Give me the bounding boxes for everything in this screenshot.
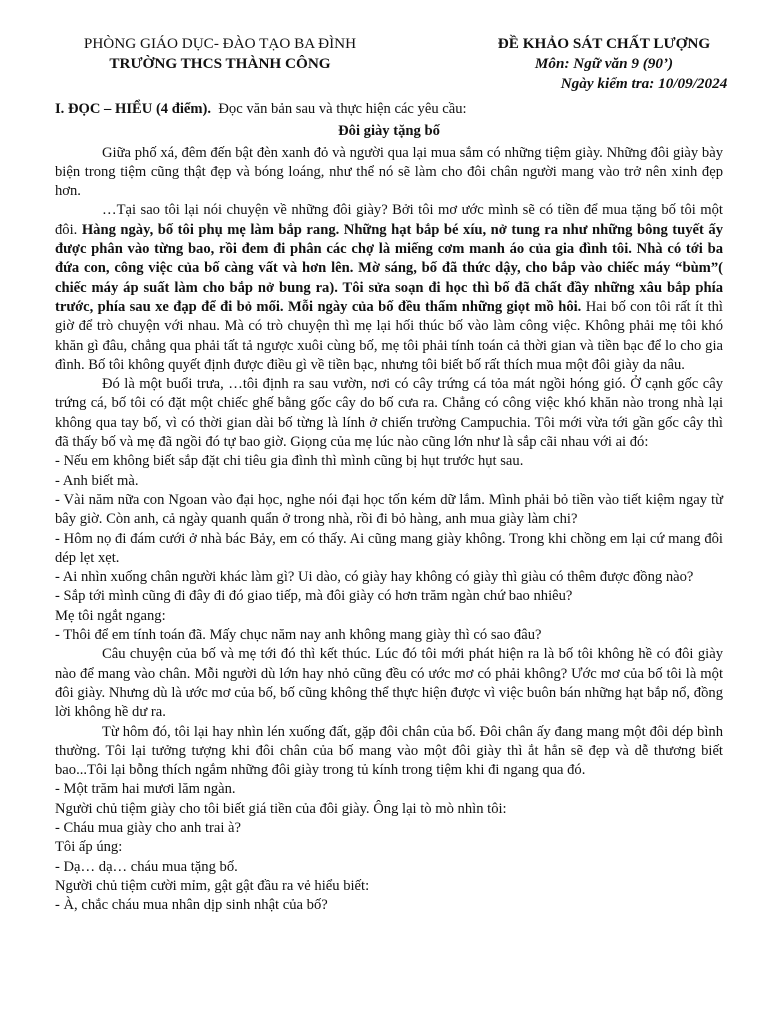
section-heading xyxy=(55,100,723,119)
narration-line: Người chủ tiệm giày cho tôi biết giá tiền của đôi giày. Ông lại tò mò nhìn tôi: xyxy=(55,800,507,817)
dialogue-line: - Cháu mua giày cho anh trai à? xyxy=(55,819,241,836)
dialogue-line: - Anh biết mà. xyxy=(55,472,139,489)
exam-subject: Môn: Ngữ văn 9 (90’) xyxy=(534,55,674,72)
narration-line: Người chủ tiệm cười mỉm, gật gật đầu ra vẻ hiểu biết: xyxy=(55,877,370,894)
exam-date: Ngày kiểm tra: 10/09/2024 xyxy=(560,75,728,92)
paragraph-3: Đó là một buổi trưa, …tôi định ra sau vườn, nơi có cây trứng cá tỏa mát ngồi hóng gió. Ở cạnh gốc cây trứng cá, bố tôi có đặt một chiếc ghế bằng gốc cây do bố cưa ra. Chẳng có công việc khó khăn nào trong nhà lại không qua tay bố, vì có thời gian dài bố từng là lính ở chiến trường Campuchia. Tôi mới vừa tới gần gốc cây thì đã thấy bố và mẹ đã ngồi đó tự bao giờ. Giọng của mẹ lúc nào cũng lớn như là sắp cãi nhau với ai đó: xyxy=(55,376,723,451)
section-instruction: Đọc văn bản sau và thực hiện các yêu cầu: xyxy=(218,101,467,117)
school-name: TRƯỜNG THCS THÀNH CÔNG xyxy=(109,55,331,72)
dialogue-line: Mẹ tôi ngắt ngang: xyxy=(55,607,166,624)
dialogue-line: - Vài năm nữa con Ngoan vào đại học, nghe nói đại học tốn kém dữ lắm. Mình phải bỏ tiền vào tiết kiệm ngay từ bây giờ. Còn anh, cả ngày quanh quẩn ở trong nhà, rồi đi bỏ hàng, anh mua giày làm chi? xyxy=(55,491,723,528)
paragraph-1: Giữa phố xá, đêm đến bật đèn xanh đỏ và người qua lại mua sắm có những tiệm giày. Những đôi giày bày biện trong tiệm cũng thật đẹp và bóng loáng, như thể nó sẽ làm cho đôi chân người mang vào trở nên xinh đẹp hơn. xyxy=(55,144,723,200)
dialogue-line: - Một trăm hai mươi lăm ngàn. xyxy=(55,781,236,798)
dialogue-line: - Thôi để em tính toán đã. Mấy chục năm nay anh không mang giày thì có sao đâu? xyxy=(55,627,542,644)
paragraph-5: Từ hôm đó, tôi lại hay nhìn lén xuống đất, gặp đôi chân của bố. Đôi chân ấy đang mang một đôi dép bình thường. Tôi lại tưởng tượng khi đôi chân của bố mang vào một đôi giày thì ắt hẳn sẽ đẹp và dễ thương biết bao...Tôi lại bỗng thích ngắm những đôi giày trong tủ kính trong tiệm khi đi ngang qua đó. xyxy=(55,723,723,779)
story-title: Đôi giày tặng bố xyxy=(338,123,440,140)
paragraph-2 xyxy=(55,201,723,375)
paragraph-2-end: Hai bố con tôi rất ít thì giờ để trò chuyện với nhau. Mà có trò chuyện thì mẹ lại hối thúc bố vào làm công việc. Không phải mẹ tôi khó khăn gì đâu, chẳng qua phải tất tả ngược xuôi cùng bố, mẹ tôi phải tính toán cả thời gian và tiền bạc để lo cho gia đình. Bố tôi không quyết định được điều gì về tiền bạc, nhưng tôi biết bố rất thích mua một đôi giày da nâu. xyxy=(55,298,723,373)
dialogue-line: - Hôm nọ đi đám cưới ở nhà bác Bảy, em có thấy. Ai cũng mang giày không. Trong khi chồng em lại cứ mang đôi dép lẹt xẹt. xyxy=(55,530,723,566)
paragraph-2-intro: …Tại sao tôi lại nói chuyện về những đôi giày? Bởi tôi mơ ước mình sẽ có tiền để mua tặng bố tôi một đôi. xyxy=(55,202,723,238)
paragraph-4: Câu chuyện của bố và mẹ tới đó thì kết thúc. Lúc đó tôi mới phát hiện ra là bố tôi không hề có đôi giày nào để mang vào chân. Mỗi người dù lớn hay nhỏ cũng đều có ước mơ có phải không? Ước mơ của bố tôi là một đôi giày. Nhưng dù là ước mơ của bố, bố cũng không thể thực hiện được vì việc buôn bán những hạt bắp nổ, đồng lời không hề dư ra. xyxy=(55,646,723,721)
dialogue-line: - À, chắc cháu mua nhân dịp sinh nhật của bố? xyxy=(55,897,328,914)
paragraph-2-bold: Hàng ngày, bố tôi phụ mẹ làm bắp rang. Những hạt bắp bé xíu, nở tung ra như những bông tuyết ấy được phân vào từng bao, rồi đem đi phân các chợ là miếng cơm manh áo của gia đình tôi. Nhà có tới ba đứa con, công việc của bố càng vất và hơn lên. Mờ sáng, bố đã thức dậy, cho bắp vào chiếc máy “bùm”( chiếc máy áp suất làm cho bắp nở bung ra). Tôi sửa soạn đi học thì bố đã chất đầy những xâu bắp phía trước, phía sau xe đạp để đi bỏ mối. Mỗi ngày của bố đều thấm những giọt mồ hôi. xyxy=(55,221,723,315)
exam-header xyxy=(0,34,768,98)
exam-body xyxy=(55,100,723,915)
narration-line: Tôi ấp úng: xyxy=(55,839,123,856)
dialogue-line: - Dạ… dạ… cháu mua tặng bố. xyxy=(55,858,238,875)
department-name: PHÒNG GIÁO DỤC- ĐÀO TẠO BA ĐÌNH xyxy=(83,35,357,52)
exam-title: ĐỀ KHẢO SÁT CHẤT LƯỢNG xyxy=(497,35,711,52)
dialogue-line: - Sắp tới mình cũng đi đây đi đó giao tiếp, mà đôi giày có hơn trăm ngàn chứ bao nhiêu? xyxy=(55,588,573,605)
dialogue-line: - Ai nhìn xuống chân người khác làm gì? Ui dào, có giày hay không có giày thì giàu có thêm được đồng nào? xyxy=(55,569,694,586)
section-title: I. ĐỌC – HIỂU (4 điểm). xyxy=(55,101,212,117)
dialogue-line: - Nếu em không biết sắp đặt chi tiêu gia đình thì mình cũng bị hụt trước hụt sau. xyxy=(55,453,524,470)
